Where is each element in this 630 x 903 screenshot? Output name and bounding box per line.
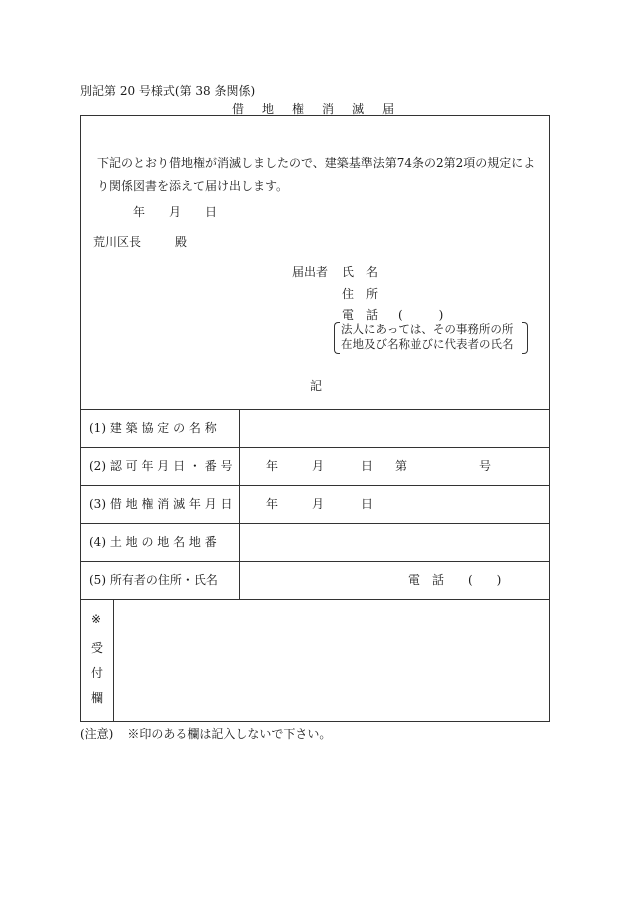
title-char: 権 [292,102,305,116]
applicant-name-label[interactable]: 氏 名 [342,265,379,279]
title-char: 消 [322,102,335,116]
applicant-phone-paren: ( ) [398,308,444,322]
approval-month-unit: 月 [312,459,325,473]
title-char: 借 [232,102,245,116]
title-char: 滅 [352,102,365,116]
receipt-char: 付 [91,666,104,680]
receipt-mark: ※ [91,612,102,626]
approval-number-suffix: 号 [479,459,492,473]
corporate-note [337,322,525,352]
date-month: 月 [169,205,182,219]
corporate-note-line1: 法人にあっては、その事務所の所 [341,322,514,336]
ki-heading: 記 [310,379,323,393]
table-row [80,447,550,485]
applicant-address-label[interactable]: 住 所 [342,287,379,301]
row-label-agreement-name: (1) 建 築 協 定 の 名 称 [80,410,240,447]
corporate-note-line2: 在地及び名称並びに代表者の氏名 [341,337,514,351]
notice-text: ※印のある欄は記入しないで下さい。 [127,727,332,741]
addressee-honorific: 殿 [175,235,188,249]
receipt-label [80,600,114,722]
table-row [80,409,550,447]
applicant-phone-label[interactable]: 電 話 [342,308,379,322]
addressee-name: 荒川区長 [93,235,142,249]
title-char: 地 [262,102,275,116]
approval-number-prefix: 第 [395,459,408,473]
table-row [80,523,550,561]
date-day: 日 [205,205,218,219]
agreement-name-field[interactable] [240,410,550,447]
notice-label: (注意) [80,727,114,741]
extinction-year-unit: 年 [266,497,279,511]
owner-phone-paren: ( ) [468,573,502,587]
table-row [80,561,550,599]
extinction-month-unit: 月 [312,497,325,511]
receipt-section [80,599,550,722]
title-char: 届 [382,102,395,116]
table-row [80,485,550,523]
approval-day-unit: 日 [361,459,374,473]
applicant-label: 届出者 [292,265,329,279]
notice [80,725,331,742]
declaration-text: 下記のとおり借地権が消滅しましたので、建築基準法第74条の2第2項の規定により関係図書を添えて届け出します。 [97,156,536,193]
submission-date[interactable] [133,203,241,220]
receipt-char: 受 [91,641,104,655]
land-lot-field[interactable] [240,524,550,561]
extinction-day-unit: 日 [361,497,374,511]
row-label-extinction-date: (3) 借 地 権 消 滅 年 月 日 [80,486,240,523]
row-label-owner: (5) 所有者の住所・氏名 [80,562,240,599]
addressee [93,233,187,250]
row-label-land-lot: (4) 土 地 の 地 名 地 番 [80,524,240,561]
receipt-char: 欄 [91,691,104,705]
row-label-approval-date-number: (2) 認 可 年 月 日 ・ 番 号 [80,448,240,485]
owner-phone-label: 電 話 [408,573,445,587]
approval-year-unit: 年 [266,459,279,473]
form-number: 別記第 20 号様式(第 38 条関係) [80,84,256,98]
date-year: 年 [133,205,146,219]
